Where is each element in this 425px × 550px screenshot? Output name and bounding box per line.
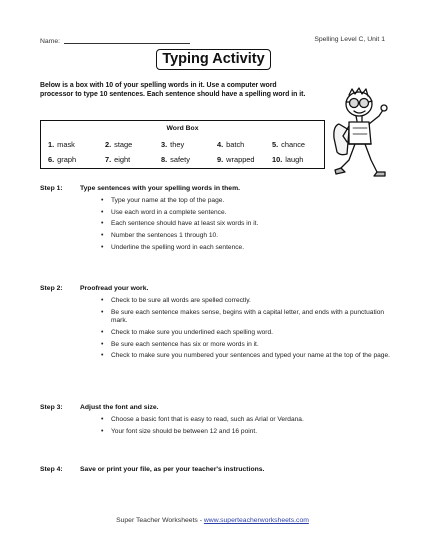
word-item: 3. they [161, 140, 185, 149]
step-title: Adjust the font and size. [80, 404, 159, 411]
page-title: Typing Activity [156, 49, 271, 70]
step-1-bullets [101, 197, 391, 255]
level-label: Spelling Level C, Unit 1 [314, 36, 385, 43]
step-label: Step 1: [40, 185, 63, 192]
bullet-item: • Each sentence should have at least six words in it. [101, 220, 391, 229]
bullet-item: • Check to be sure all words are spelled correctly. [101, 297, 391, 306]
footer-text: Super Teacher Worksheets - [116, 517, 204, 524]
word-item: 5. chance [272, 140, 306, 149]
bullet-item: • Your font size should be between 12 and 16 point. [101, 428, 391, 437]
word-item: 9. wrapped [217, 155, 255, 164]
bullet-item: • Number the sentences 1 through 10. [101, 232, 391, 241]
bullet-item: • Choose a basic font that is easy to read, such as Arial or Verdana. [101, 416, 391, 425]
step-label: Step 2: [40, 285, 63, 292]
name-label: Name: [40, 38, 61, 45]
mascot-illustration [327, 86, 397, 186]
step-label: Step 4: [40, 466, 63, 473]
footer-link[interactable]: www.superteacherworksheets.com [203, 517, 309, 524]
word-item: 6. graph [48, 155, 77, 164]
step-title: Proofread your work. [80, 285, 149, 292]
step-2-bullets [101, 297, 391, 364]
bullet-item: • Use each word in a complete sentence. [101, 209, 391, 218]
bullet-item: • Be sure each sentence makes sense, begins with a capital letter, and ends with a punctuation mark. [101, 309, 391, 326]
bullet-item: • Underline the spelling word in each sentence. [101, 244, 391, 253]
name-line [64, 36, 190, 44]
step-title: Save or print your file, as per your teacher's instructions. [80, 466, 265, 473]
footer [0, 517, 425, 524]
word-item: 2. stage [105, 140, 133, 149]
word-item: 10. laugh [272, 155, 304, 164]
intro-text: Below is a box with 10 of your spelling words in it. Use a computer word processor to type 10 sentences. Each sentence should have a spelling word in it. [40, 82, 306, 99]
step-3-bullets [101, 416, 391, 439]
word-item: 8. safety [161, 155, 190, 164]
bullet-item: • Type your name at the top of the page. [101, 197, 391, 206]
step-title: Type sentences with your spelling words in them. [80, 185, 241, 192]
word-item: 7. eight [105, 155, 131, 164]
word-box-title: Word Box [166, 125, 199, 132]
bullet-item: • Check to make sure you numbered your sentences and typed your name at the top of the page. [101, 352, 391, 361]
name-field [40, 36, 190, 45]
word-item: 4. batch [217, 140, 245, 149]
word-box [40, 120, 325, 169]
bullet-item: • Be sure each sentence has six or more words in it. [101, 341, 391, 350]
bullet-item: • Check to make sure you underlined each spelling word. [101, 329, 391, 338]
step-label: Step 3: [40, 404, 63, 411]
word-item: 1. mask [48, 140, 75, 149]
